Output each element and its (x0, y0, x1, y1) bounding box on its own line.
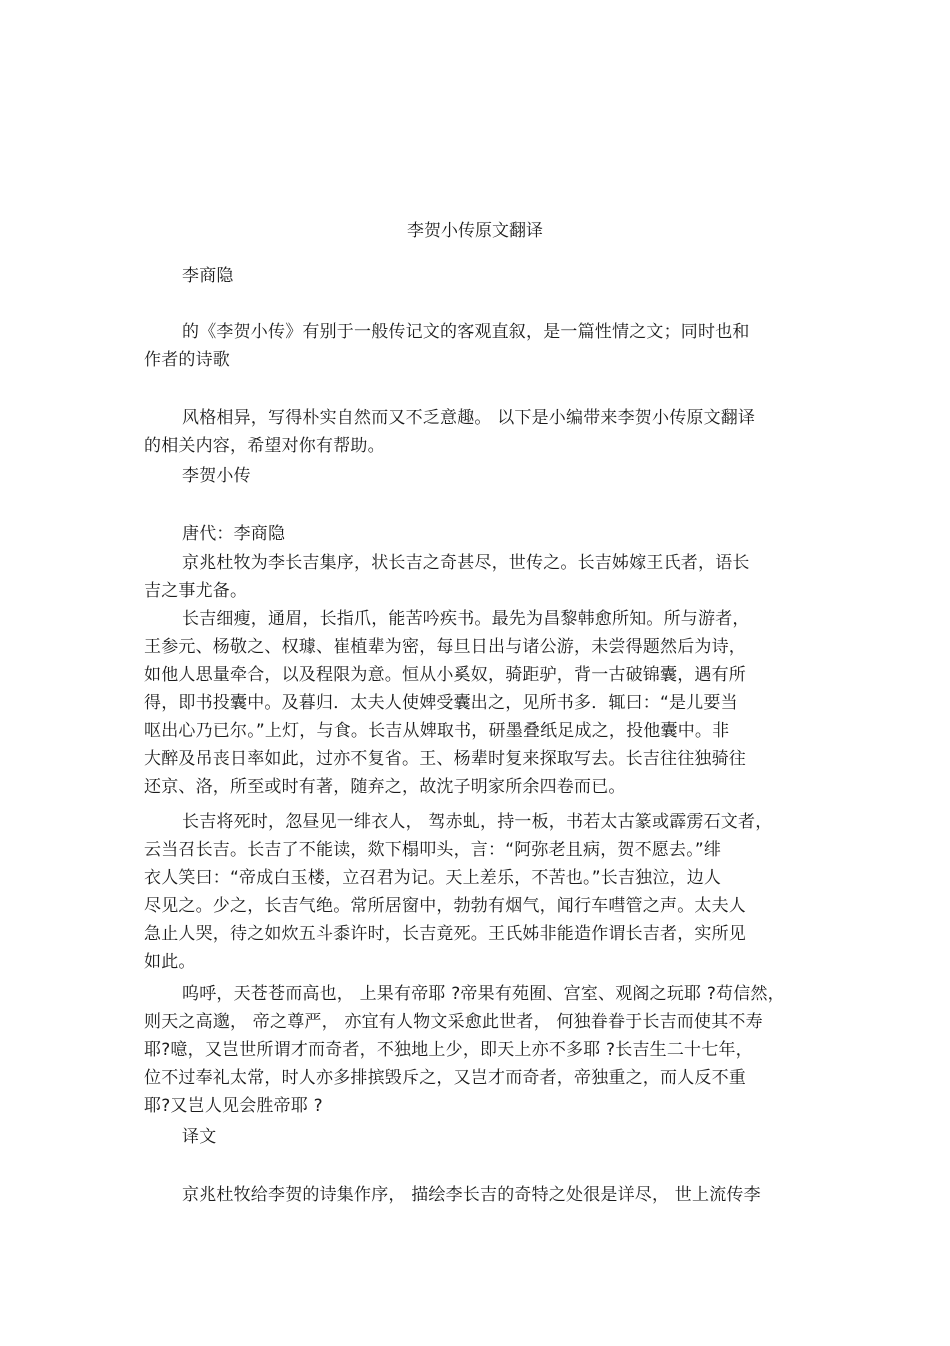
intro-line-1: 的《李贺小传》有别于一般传记文的客观直叙，是一篇性情之文；同时也和 (182, 322, 750, 342)
p1-line-1: 京兆杜牧为李长吉集序，状长吉之奇甚尽，世传之。长吉姊嫁王氏者，语长 (182, 553, 750, 573)
translation-heading: 译文 (182, 1127, 217, 1147)
translation-line-1: 京兆杜牧给李贺的诗集作序， 描绘李长吉的奇特之处很是详尽， 世上流传李 (182, 1185, 761, 1205)
p4-body: 则天之高邈， 帝之尊严， 亦宜有人物文采愈此世者， 何独眷眷于长吉而使其不寿 耶?噫，又岂世所谓才而奇者，不独地上少，即天上亦不多耶 ?长吉生二十七年， 位不过奉礼太常，时人亦多排摈毁斥之，又岂才而奇者，帝独重之，而人反不重 耶?又岂人见会胜帝耶 ? (144, 1012, 763, 1116)
intro-line-3: 风格相异，写得朴实自然而又不乏意趣。 以下是小编带来李贺小传原文翻译 (182, 408, 756, 428)
author-name: 李商隐 (182, 266, 234, 286)
document-title: 李贺小传原文翻译 (407, 221, 543, 241)
p1-line-2: 吉之事尤备。 (144, 581, 248, 601)
dynasty-author: 唐代：李商隐 (182, 524, 286, 544)
p3-body: 云当召长吉。长吉了不能读，欻下榻叩头，言：“阿弥老且病，贺不愿去。”绯 衣人笑曰：“帝成白玉楼，立召君为记。天上差乐，不苦也。”长吉独泣，边人 尽见之。少之，长吉气绝。常所居窗中，勃勃有烟气，闻行车嘒管之声。太夫人 急止人哭，待之如炊五斗黍许时，长吉竟死。王氏姊非能造作谓长吉者，实所见 如此。 (144, 840, 746, 972)
intro-line-2: 作者的诗歌 (144, 350, 230, 370)
p2-line-1: 长吉细瘦，通眉，长指爪，能苦吟疾书。最先为昌黎韩愈所知。所与游者， (182, 609, 750, 629)
p2-body: 王参元、杨敬之、权璩、崔植辈为密，每旦日出与诸公游，未尝得题然后为诗， 如他人思量牵合，以及程限为意。恒从小奚奴，骑距驴，背一古破锦囊，遇有所 得，即书投囊中。及暮归．太夫人使婢受囊出之，见所书多．辄曰：“是儿要当 呕出心乃已尔。”上灯，与食。长吉从婢取书，研墨叠纸足成之，投他囊中。非 大醉及吊丧日率如此，过亦不复省。王、杨辈时复来探取写去。长吉往往独骑往 还京、洛，所至或时有著，随弃之，故沈子明家所余四卷而已。 (144, 637, 746, 797)
section-title: 李贺小传 (182, 466, 251, 486)
intro-line-4: 的相关内容，希望对你有帮助。 (144, 436, 385, 456)
p3-line-1: 长吉将死时，忽昼见一绯衣人， 驾赤虬，持一板，书若太古篆或霹雳石文者， (182, 812, 773, 832)
p4-line-1: 呜呼，天苍苍而高也， 上果有帝耶 ?帝果有苑囿、宫室、观阁之玩耶 ?苟信然， (182, 984, 785, 1004)
